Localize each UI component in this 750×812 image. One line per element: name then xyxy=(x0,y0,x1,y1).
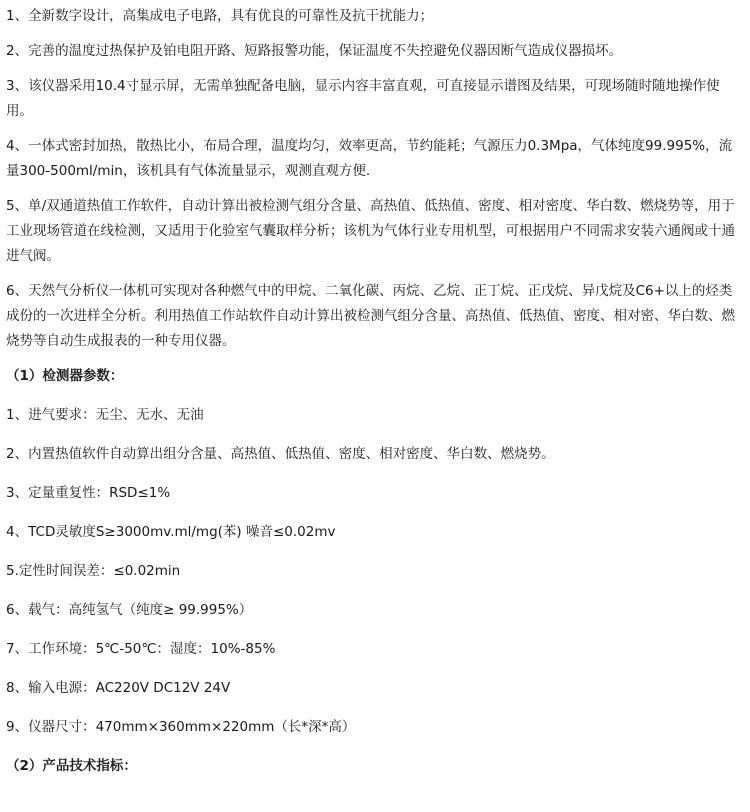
feature-4: 4、一体式密封加热，散热比小，布局合理，温度均匀，效率更高，节约能耗；气源压力0.3Mpa，气体纯度99.995%，流量300-500ml/min，该机具有气体流量显示，观测直观方便. xyxy=(6,138,733,179)
feature-6: 6、天然气分析仪一体机可实现对各种燃气中的甲烷、二氧化碳、丙烷、乙烷、正丁烷、正戊烷、异戊烷及C6+以上的烃类成份的一次进样全分析。利用热值工作站软件自动计算出被检测气组分含量、高热值、低热值、密度、相对密、华白数、燃烧势等自动生成报表的一种专用仪器。 xyxy=(6,283,735,349)
detector-params-heading: （1）检测器参数： xyxy=(6,368,124,384)
detector-item-4: 4、TCD灵敏度S≥3000mv.ml/mg(苯) 噪音≤0.02mv xyxy=(6,524,336,540)
feature-1: 1、全新数字设计，高集成电子电路，具有优良的可靠性及抗干扰能力； xyxy=(6,8,434,24)
detector-item-7: 7、工作环境：5℃-50℃：湿度：10%-85% xyxy=(6,641,276,657)
detector-item-9: 9、仪器尺寸：470mm×360mm×220mm（长*深*高） xyxy=(6,719,356,735)
product-specs-heading: （2）产品技术指标： xyxy=(6,758,137,774)
detector-item-2: 2、内置热值软件自动算出组分含量、高热值、低热值、密度、相对密度、华白数、燃烧势。 xyxy=(6,446,555,462)
detector-item-1: 1、进气要求：无尘、无水、无油 xyxy=(6,407,204,423)
detector-item-8: 8、输入电源：AC220V DC12V 24V xyxy=(6,680,231,696)
detector-item-6: 6、载气：高纯氢气（纯度≥ 99.995%） xyxy=(6,602,253,618)
feature-3: 3、该仪器采用10.4寸显示屏，无需单独配备电脑，显示内容丰富直观，可直接显示谱图及结果，可现场随时随地操作使用。 xyxy=(6,78,720,119)
feature-2: 2、完善的温度过热保护及铂电阻开路、短路报警功能，保证温度不失控避免仪器因断气造成仪器损坏。 xyxy=(6,43,623,59)
detector-item-3: 3、定量重复性：RSD≤1% xyxy=(6,485,171,501)
detector-item-5: 5.定性时间误差：≤0.02min xyxy=(6,563,181,579)
feature-5: 5、单/双通道热值工作软件，自动计算出被检测气组分含量、高热值、低热值、密度、相对密度、华白数、燃烧势等，用于工业现场管道在线检测，又适用于化验室气囊取样分析；该机为气体行业专用机型，可根据用户不同需求安装六通阀或十通进气阀。 xyxy=(6,198,735,264)
